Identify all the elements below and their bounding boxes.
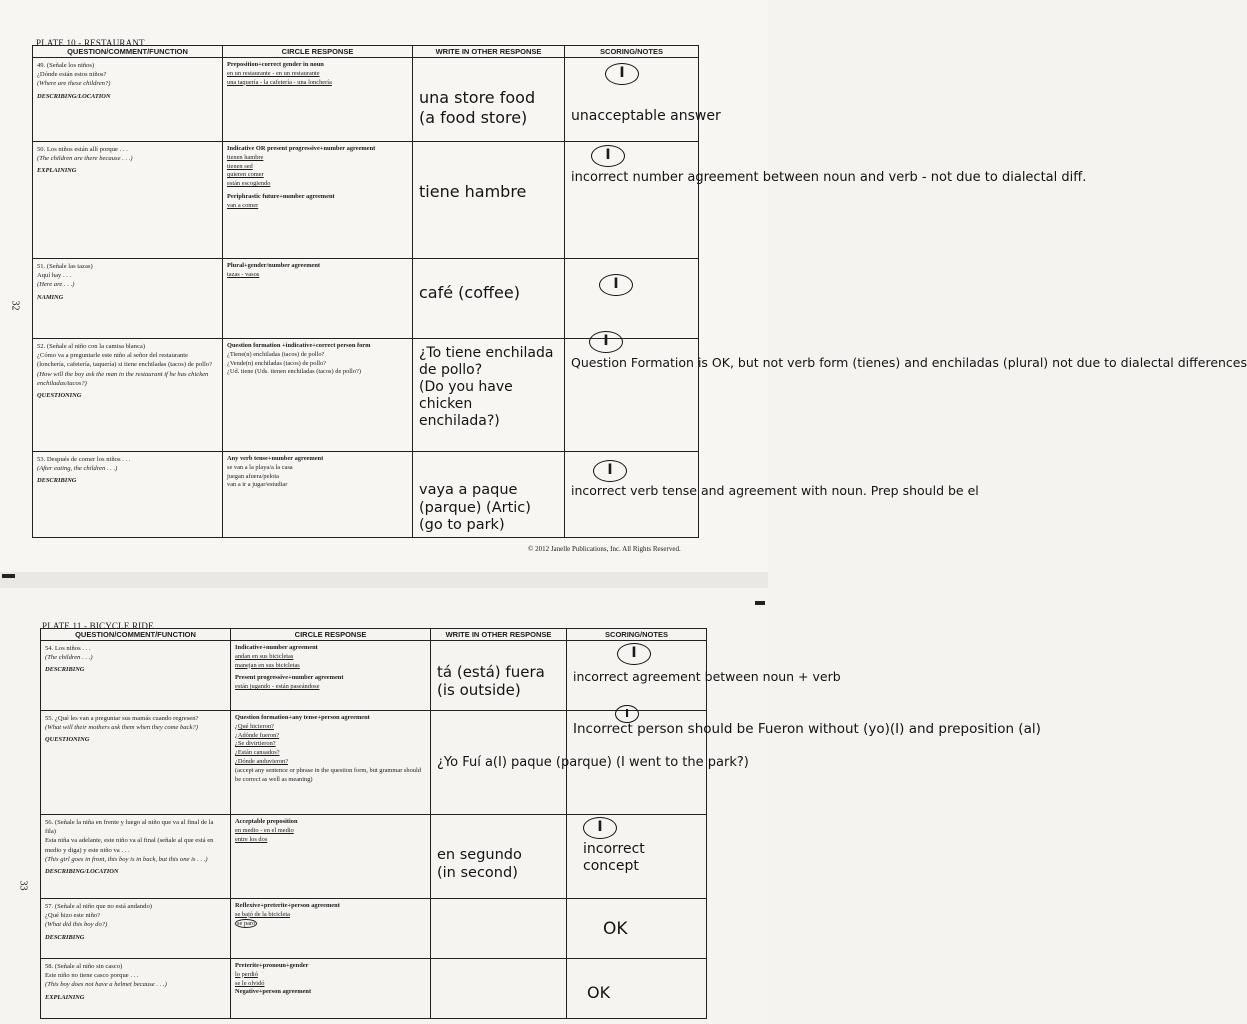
- spanish-prompt: Aquí hay . . .: [37, 272, 72, 280]
- written-response: tá (está) fuera (is outside): [437, 663, 545, 700]
- table-row: [41, 959, 707, 1019]
- function-label: DESCRIBING/LOCATION: [37, 92, 111, 100]
- function-label: DESCRIBING: [45, 666, 85, 674]
- spanish-prompt: Esta niña va adelante, este niño va al final (señale al que está en medio y diga) y este niño va . . .: [45, 837, 214, 854]
- table-row: [33, 259, 699, 339]
- scoring-cell[interactable]: [567, 815, 707, 899]
- plate-10-title: PLATE 10 - RESTAURANT: [36, 38, 145, 48]
- write-cell[interactable]: [431, 899, 567, 959]
- scoring-note: incorrect concept: [583, 841, 645, 875]
- scoring-note: Incorrect person should be Fueron without (yo)(I) and preposition (al): [573, 721, 1041, 737]
- response-option[interactable]: entre los dos: [235, 835, 268, 843]
- spanish-prompt: Este niño no tiene casco porque . . .: [45, 972, 139, 980]
- response-option[interactable]: están jugando - están paseándose: [235, 683, 320, 691]
- write-cell[interactable]: [413, 452, 565, 538]
- written-response: ¿To tiene enchilada de pollo? (Do you have chicken enchilada?): [419, 345, 554, 430]
- circle-cell[interactable]: [231, 815, 431, 899]
- table-row: [41, 641, 707, 711]
- criteria-heading: Preterite+pronoun+gender: [235, 962, 309, 969]
- write-cell[interactable]: [413, 259, 565, 339]
- scoring-cell[interactable]: [565, 259, 699, 339]
- criteria-heading: Indicative+number agreement: [235, 644, 318, 651]
- page-number-33: 33: [17, 880, 29, 891]
- table-row: [33, 452, 699, 538]
- item-number: 55. ¿Qué les van a preguntar sus mamás cuando regresen?: [45, 715, 199, 722]
- criteria-heading: Preposition+correct gender in noun: [227, 61, 324, 68]
- question-block: [33, 259, 222, 305]
- question-block: [33, 339, 222, 403]
- response-option[interactable]: ¿Vende(n) enchiladas (tacos) de pollo?: [227, 359, 327, 367]
- item-number: 57. (Señale al niño que no está andando): [45, 903, 152, 910]
- question-block: [41, 641, 230, 678]
- question-cell: [33, 142, 223, 259]
- criteria-heading: Question formation+any tense+person agreement: [235, 714, 370, 721]
- write-cell[interactable]: [431, 641, 567, 711]
- column-header-write: WRITE IN OTHER RESPONSE: [413, 46, 565, 58]
- function-label: DESCRIBING/LOCATION: [45, 868, 119, 876]
- question-block: [33, 142, 222, 179]
- written-response: ¿Yo Fuí a(I) paque (parque) (I went to the park?): [437, 755, 749, 770]
- circle-options: [231, 641, 430, 695]
- spanish-prompt: ¿Cómo va a preguntarle este niño al señor del restaurante (lonchería, cafetería, taquería) si tiene enchiladas (tacos) de pollo?: [37, 352, 213, 369]
- criteria-heading: Indicative OR present progressive+number agreement: [227, 145, 376, 152]
- question-cell: [41, 711, 231, 815]
- scoring-note: Question Formation is OK, but not verb form (tienes) and enchiladas (plural) not due to dialectal differences: [571, 355, 1247, 370]
- scoring-note: incorrect number agreement between noun and verb - not due to dialectal diff.: [571, 170, 1087, 185]
- criteria-heading: Acceptable preposition: [235, 818, 298, 825]
- scoring-cell[interactable]: [565, 142, 1087, 259]
- scoring-cell[interactable]: [565, 58, 721, 142]
- score-circle: I: [589, 331, 623, 353]
- plate-10-table: [32, 45, 1247, 538]
- circle-cell[interactable]: [223, 58, 413, 142]
- write-cell[interactable]: [431, 959, 567, 1019]
- question-block: [41, 899, 230, 945]
- binder-mark: [755, 601, 765, 605]
- question-block: [41, 959, 230, 1005]
- response-option[interactable]: en un restaurante - en un restaurante: [227, 69, 320, 77]
- item-number: 52. (Señale al niño con la camisa blanca): [37, 343, 146, 350]
- response-option[interactable]: en medio - en el medio: [235, 826, 294, 834]
- column-header-question: QUESTION/COMMENT/FUNCTION: [33, 46, 223, 58]
- english-translation: (This boy does not have a helmet because . . .): [45, 981, 167, 989]
- plate-11-title: PLATE 11 - BICYCLE RIDE: [42, 621, 154, 631]
- spanish-prompt: ¿Qué hizo este niño?: [45, 912, 101, 920]
- circle-cell[interactable]: [231, 959, 431, 1019]
- response-option[interactable]: ¿Dónde anduvieron?: [235, 757, 289, 765]
- function-label: DESCRIBING: [37, 477, 77, 485]
- criteria-heading: Plural+gender/number agreement: [227, 262, 321, 269]
- score-circle: I: [583, 817, 617, 839]
- binder-mark: [2, 574, 15, 578]
- write-cell[interactable]: [413, 142, 565, 259]
- circle-options: [231, 711, 430, 787]
- function-label: EXPLAINING: [45, 993, 85, 1001]
- column-header-question: QUESTION/COMMENT/FUNCTION: [41, 629, 231, 641]
- column-header-scoring: SCORING/NOTES: [565, 46, 699, 58]
- response-option[interactable]: tazas - vasos: [227, 270, 260, 278]
- write-cell[interactable]: [413, 339, 565, 452]
- scoring-note: OK: [587, 983, 611, 1002]
- page-gap: [0, 572, 768, 588]
- question-cell: [41, 815, 231, 899]
- write-cell[interactable]: [413, 58, 565, 142]
- page-number-32: 32: [9, 300, 21, 311]
- response-option[interactable]: ¿Ud. tiene (Uds. tienen enchiladas (tacos) de pollo?): [227, 368, 361, 376]
- response-option[interactable]: se le olvidó: [235, 979, 265, 987]
- table-row: [41, 815, 707, 899]
- circle-options: [231, 815, 430, 847]
- criteria-heading: Reflexive+preterite+person agreement: [235, 902, 340, 909]
- circle-cell[interactable]: [231, 899, 431, 959]
- english-translation: (How will the boy ask the man in the restaurant if he has chicken enchiladas/tacos?): [37, 370, 209, 387]
- question-cell: [41, 899, 231, 959]
- circled-option[interactable]: [235, 920, 426, 929]
- table-row: [33, 142, 699, 259]
- item-number: 50. Los niños están allí porque . . .: [37, 146, 128, 153]
- score-circle: I: [605, 63, 639, 85]
- response-option[interactable]: ¿Qué hicieron?: [235, 722, 274, 730]
- written-response: tiene hambre: [419, 182, 527, 201]
- scoring-cell[interactable]: [567, 899, 707, 959]
- item-number: 49. (Señale los niños): [37, 62, 95, 69]
- question-block: [33, 58, 222, 104]
- question-cell: [41, 641, 231, 711]
- circle-options: [223, 259, 412, 283]
- function-label: DESCRIBING: [45, 933, 85, 941]
- written-response: una store food (a food store): [419, 88, 536, 127]
- item-number: 56. (Señale la niña en frente y luego al niño que va al final de la fila): [45, 819, 214, 836]
- question-block: [41, 815, 230, 879]
- item-number: 53. Después de comer los niños . . .: [37, 456, 131, 463]
- scoring-cell[interactable]: [567, 641, 841, 711]
- circle-cell[interactable]: [223, 142, 413, 259]
- question-cell: [33, 339, 223, 452]
- response-option[interactable]: ¿Están cansados?: [235, 749, 280, 757]
- plate-11-table: [40, 628, 1041, 1019]
- circle-options: [223, 142, 412, 214]
- response-option[interactable]: ¿Se divirtieron?: [235, 740, 276, 748]
- function-label: NAMING: [37, 293, 64, 301]
- scoring-note: OK: [603, 919, 628, 939]
- response-option[interactable]: quieren comer: [227, 171, 264, 179]
- table-row: [41, 711, 707, 815]
- scoring-note: unacceptable answer: [571, 108, 721, 124]
- column-header-write: WRITE IN OTHER RESPONSE: [431, 629, 567, 641]
- question-cell: [33, 58, 223, 142]
- circle-cell[interactable]: [223, 339, 413, 452]
- item-number: 54. Los niños . . .: [45, 645, 91, 652]
- response-option[interactable]: se van a la playa/a la casa: [227, 463, 293, 471]
- item-number: 51. (Señale las tazas): [37, 263, 93, 270]
- english-translation: (The children . . .): [45, 654, 93, 662]
- criteria-heading: Question formation +indicative+correct person form: [227, 342, 371, 349]
- response-option[interactable]: lo perdió: [235, 970, 258, 978]
- english-translation: (The children are there because . . .): [37, 155, 133, 163]
- response-option[interactable]: ¿Tiene(n) enchiladas (tacos) de pollo?: [227, 350, 325, 358]
- circle-options: [223, 339, 412, 380]
- table-row: [33, 339, 699, 452]
- criteria-heading: Present progressive+number agreement: [235, 674, 344, 682]
- write-cell[interactable]: [431, 815, 567, 899]
- question-block: [33, 452, 222, 489]
- item-number: 58. (Señale al niño sin casco): [45, 963, 123, 970]
- question-cell: [33, 259, 223, 339]
- copyright-notice: © 2012 Janelle Publications, Inc. All Rights Reserved.: [528, 545, 681, 553]
- circle-options: [223, 58, 412, 90]
- written-response: vaya a paque (parque) (Artic) (go to park): [419, 482, 531, 534]
- response-option[interactable]: están escogiendo: [227, 180, 271, 188]
- score-circle: I: [591, 145, 625, 167]
- score-circle: I: [617, 643, 651, 665]
- write-cell[interactable]: [431, 711, 749, 815]
- english-translation: (What did this boy do?): [45, 921, 108, 929]
- response-option[interactable]: tienen hambre: [227, 153, 264, 161]
- scoring-cell[interactable]: [565, 452, 979, 538]
- circle-options: [231, 959, 430, 1000]
- response-option[interactable]: andan en sus bicicletas: [235, 652, 294, 660]
- question-cell: [41, 959, 231, 1019]
- column-header-circle: CIRCLE RESPONSE: [223, 46, 413, 58]
- response-option[interactable]: (accept any sentence or phrase in the question form, but grammar should be correct as well as meaning): [235, 766, 421, 783]
- response-option[interactable]: ¿Adónde fueron?: [235, 731, 280, 739]
- score-circle: I: [599, 274, 633, 296]
- question-cell: [33, 452, 223, 538]
- function-label: QUESTIONING: [45, 736, 90, 744]
- response-option[interactable]: tienen sed: [227, 162, 253, 170]
- circle-cell[interactable]: [223, 452, 413, 538]
- response-option[interactable]: van a ir a jugar/estudiar: [227, 481, 288, 489]
- criteria-heading: Periphrastic future+number agreement: [227, 192, 335, 200]
- circle-cell[interactable]: [223, 259, 413, 339]
- table-row: [41, 899, 707, 959]
- score-circle: I: [593, 460, 627, 482]
- circle-cell[interactable]: [231, 641, 431, 711]
- response-option[interactable]: manejan en sus bicicletas: [235, 661, 300, 669]
- function-label: EXPLAINING: [37, 167, 77, 175]
- question-block: [41, 711, 230, 748]
- response-option[interactable]: se bajó de la bicicleta: [235, 910, 291, 918]
- scoring-note: incorrect agreement between noun + verb: [573, 669, 841, 684]
- english-translation: (Here are . . .): [37, 281, 75, 289]
- written-response: café (coffee): [419, 283, 520, 302]
- response-option[interactable]: una taquería - la cafetería - una lonchería: [227, 78, 332, 86]
- circle-options: [223, 452, 412, 493]
- circled-option-text[interactable]: se paró: [237, 919, 256, 927]
- scoring-cell[interactable]: [565, 333, 1247, 452]
- english-translation: (After eating, the children . . .): [37, 465, 118, 473]
- scoring-note: incorrect verb tense and agreement with noun. Prep should be el: [571, 483, 979, 498]
- english-translation: (This girl goes in front, this boy is in back, but this one is . . .): [45, 855, 208, 863]
- response-option[interactable]: van a comer: [227, 201, 259, 209]
- criteria-heading: Any verb tense+number agreement: [227, 455, 324, 462]
- english-translation: (What will their mothers ask them when they come back?): [45, 724, 198, 732]
- column-header-scoring: SCORING/NOTES: [567, 629, 707, 641]
- circle-options: [231, 899, 430, 931]
- scoring-cell[interactable]: [567, 959, 707, 1019]
- table-row: [33, 58, 699, 142]
- column-header-circle: CIRCLE RESPONSE: [231, 629, 431, 641]
- response-option[interactable]: juegan afuera/pelota: [227, 472, 279, 480]
- circle-cell[interactable]: [231, 711, 431, 815]
- english-translation: (Where are these children?): [37, 80, 111, 88]
- spanish-prompt: ¿Dónde están estos niños?: [37, 71, 107, 79]
- criteria-heading: Negative+person agreement: [235, 988, 312, 996]
- score-circle: I: [615, 705, 639, 723]
- function-label: QUESTIONING: [37, 392, 82, 400]
- written-response: en segundo (in second): [437, 847, 522, 881]
